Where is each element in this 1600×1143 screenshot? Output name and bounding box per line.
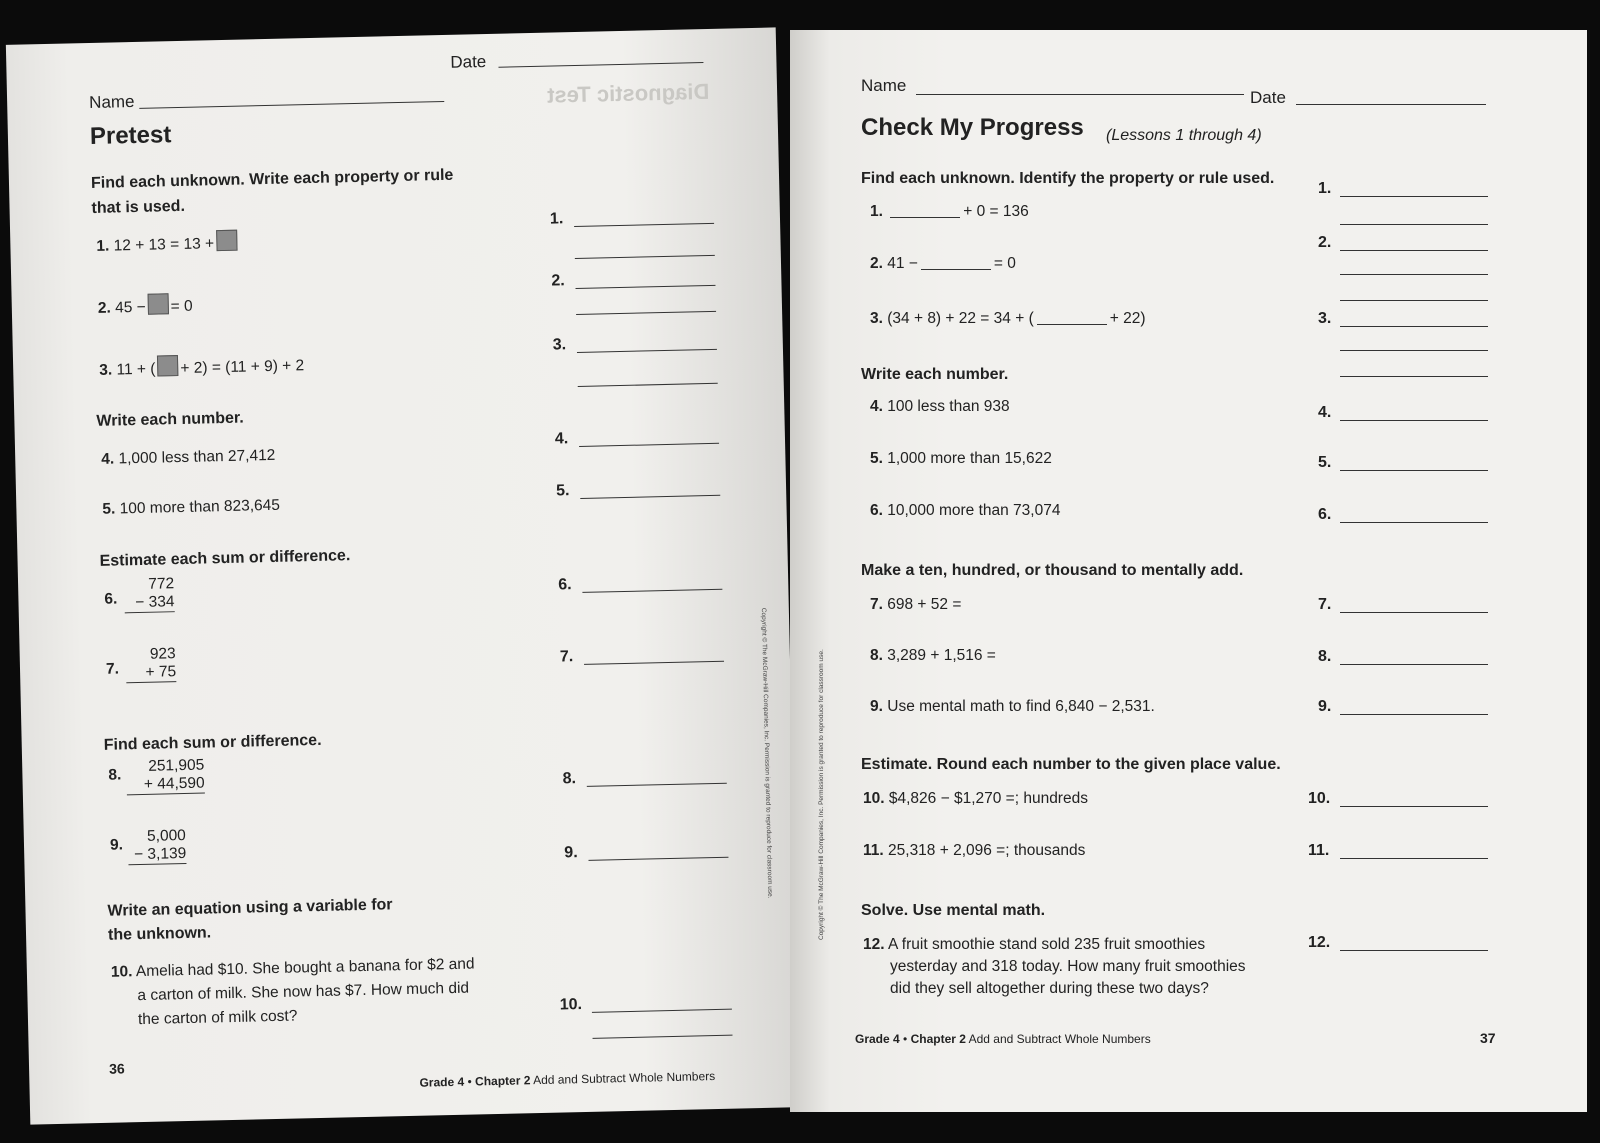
answer-label: 3. [552, 336, 567, 354]
copyright-notice: Copyright © The McGraw-Hill Companies, Inc. Permission is granted to reproduce for classroom use. [759, 607, 774, 899]
answer-line-1[interactable] [1340, 196, 1488, 197]
question-10: 10. Amelia had $10. She bought a banana for $2 and a carton of milk. She now has $7. How much did the carton of milk cost? [110, 955, 475, 1029]
date-label: Date [1250, 88, 1286, 107]
blank-field[interactable] [921, 269, 991, 270]
answer-line-2b[interactable] [576, 311, 716, 315]
answer-label: 7. [1318, 596, 1332, 613]
unknown-box [216, 230, 237, 251]
answer-label: 9. [1318, 698, 1332, 715]
answer-label: 11. [1308, 842, 1330, 859]
section-heading: Estimate each sum or difference. [99, 547, 351, 570]
section-heading-cont: the unknown. [107, 924, 212, 944]
page-title: Pretest [89, 121, 172, 150]
blank-field[interactable] [1037, 324, 1107, 325]
answer-label: 12. [1308, 934, 1331, 951]
question-4: 4. 100 less than 938 [870, 398, 1010, 415]
section-heading: Estimate. Round each number to the given place value. [861, 756, 1281, 773]
unknown-box [147, 293, 168, 314]
question-1: 1. + 0 = 136 [870, 203, 1029, 220]
answer-label: 2. [551, 272, 565, 290]
answer-line-12[interactable] [1340, 950, 1488, 951]
answer-label: 10. [559, 996, 583, 1014]
answer-label: 5. [1318, 454, 1332, 471]
answer-line-6[interactable] [1340, 522, 1488, 523]
unknown-box [157, 355, 178, 376]
section-heading: Write each number. [96, 409, 244, 430]
answer-line-6[interactable] [582, 589, 722, 593]
name-label: Name [88, 91, 135, 112]
answer-line-1b[interactable] [575, 255, 715, 259]
answer-label: 8. [562, 770, 577, 788]
section-heading: Write each number. [861, 366, 1009, 383]
question-3: 3. 11 + ( + 2) = (11 + 9) + 2 [99, 352, 304, 380]
show-through-text: Diagnostic Test [546, 78, 710, 108]
answer-label: 9. [564, 844, 578, 862]
answer-line-5[interactable] [1340, 470, 1488, 471]
answer-label: 8. [1318, 648, 1332, 665]
question-9: 9. Use mental math to find 6,840 − 2,531. [870, 698, 1155, 715]
page-footer: Grade 4 • Chapter 2 Add and Subtract Whole Numbers [419, 1069, 716, 1090]
answer-line-11[interactable] [1340, 858, 1488, 859]
question-1: 1. 12 + 13 = 13 + [96, 230, 239, 256]
answer-line-5[interactable] [580, 495, 720, 499]
answer-line-3[interactable] [577, 349, 717, 353]
page-title: Check My Progress [861, 114, 1084, 141]
answer-line-10b[interactable] [593, 1035, 733, 1039]
question-7-number: 7. [105, 660, 120, 678]
question-4: 4. 1,000 less than 27,412 [101, 446, 276, 468]
date-field[interactable] [1296, 104, 1486, 105]
answer-line-8[interactable] [587, 783, 727, 787]
section-heading: Find each sum or difference. [103, 731, 322, 754]
answer-line-3b[interactable] [578, 383, 718, 387]
date-label: Date [450, 51, 487, 72]
section-heading: Find each unknown. Identify the property or rule used. [861, 170, 1275, 187]
answer-line-4[interactable] [579, 443, 719, 447]
answer-line-3b[interactable] [1340, 350, 1488, 351]
question-3: 3. (34 + 8) + 22 = 34 + ( + 22) [870, 310, 1146, 327]
section-heading: Make a ten, hundred, or thousand to mentally add. [861, 562, 1244, 579]
blank-field[interactable] [890, 217, 960, 218]
answer-label: 7. [559, 648, 574, 666]
answer-line-1[interactable] [574, 223, 714, 227]
answer-line-3c[interactable] [1340, 376, 1488, 377]
answer-label: 1. [1318, 180, 1332, 197]
answer-label: 6. [558, 576, 572, 594]
question-9-problem: 5,000 − 3,139 [128, 827, 187, 865]
answer-line-7[interactable] [584, 661, 724, 665]
answer-label: 6. [1318, 506, 1332, 523]
question-2: 2. 45 − = 0 [98, 293, 193, 318]
answer-line-1b[interactable] [1340, 224, 1488, 225]
answer-line-2[interactable] [1340, 250, 1488, 251]
answer-line-10[interactable] [592, 1009, 732, 1013]
page-number: 36 [108, 1060, 125, 1077]
answer-label: 5. [555, 482, 570, 500]
question-11: 11. 25,318 + 2,096 =; thousands [863, 842, 1086, 859]
question-5: 5. 100 more than 823,645 [102, 496, 281, 518]
answer-label: 10. [1308, 790, 1331, 807]
answer-line-4[interactable] [1340, 420, 1488, 421]
page-footer: Grade 4 • Chapter 2 Add and Subtract Whole Numbers [855, 1032, 1151, 1046]
answer-line-2[interactable] [576, 285, 716, 289]
section-heading-cont: that is used. [91, 197, 186, 217]
page-number: 37 [1480, 1030, 1496, 1046]
answer-label: 2. [1318, 234, 1332, 251]
name-field[interactable] [139, 101, 444, 109]
answer-label: 4. [554, 430, 569, 448]
question-6-problem: 772 − 334 [124, 575, 175, 613]
question-12: 12. A fruit smoothie stand sold 235 fruit smoothies yesterday and 318 today. How many fruit smoothies did they sell altogether during these two days? [863, 936, 1246, 997]
question-5: 5. 1,000 more than 15,622 [870, 450, 1052, 467]
section-heading: Solve. Use mental math. [861, 902, 1046, 919]
answer-line-9[interactable] [1340, 714, 1488, 715]
question-7-problem: 923 + 75 [126, 645, 177, 683]
question-6: 6. 10,000 more than 73,074 [870, 502, 1061, 519]
answer-line-7[interactable] [1340, 612, 1488, 613]
page-subtitle: (Lessons 1 through 4) [1106, 127, 1262, 144]
answer-line-2c[interactable] [1340, 300, 1488, 301]
left-page-pretest [6, 27, 800, 1124]
section-heading: Find each unknown. Write each property or rule [90, 166, 454, 192]
answer-label: 1. [549, 210, 564, 228]
section-heading: Write an equation using a variable for [107, 896, 393, 920]
answer-label: 3. [1318, 310, 1332, 327]
question-9-number: 9. [109, 836, 124, 854]
question-10: 10. $4,826 − $1,270 =; hundreds [863, 790, 1088, 807]
name-label: Name [861, 76, 907, 95]
answer-line-10[interactable] [1340, 806, 1488, 807]
answer-line-3[interactable] [1340, 326, 1488, 327]
date-field[interactable] [498, 62, 703, 68]
question-7: 7. 698 + 52 = [870, 596, 962, 613]
question-2: 2. 41 − = 0 [870, 255, 1016, 272]
question-6-number: 6. [104, 590, 118, 608]
answer-line-9[interactable] [588, 857, 728, 861]
question-8: 8. 3,289 + 1,516 = [870, 647, 996, 664]
question-8-problem: 251,905 + 44,590 [126, 757, 205, 796]
answer-line-2b[interactable] [1340, 274, 1488, 275]
question-8-number: 8. [108, 766, 122, 784]
right-page-check-my-progress [790, 30, 1587, 1112]
answer-line-8[interactable] [1340, 664, 1488, 665]
copyright-notice: Copyright © The McGraw-Hill Companies, Inc. Permission is granted to reproduce for classroom use. [818, 649, 825, 940]
name-field[interactable] [916, 94, 1244, 95]
answer-label: 4. [1318, 404, 1332, 421]
